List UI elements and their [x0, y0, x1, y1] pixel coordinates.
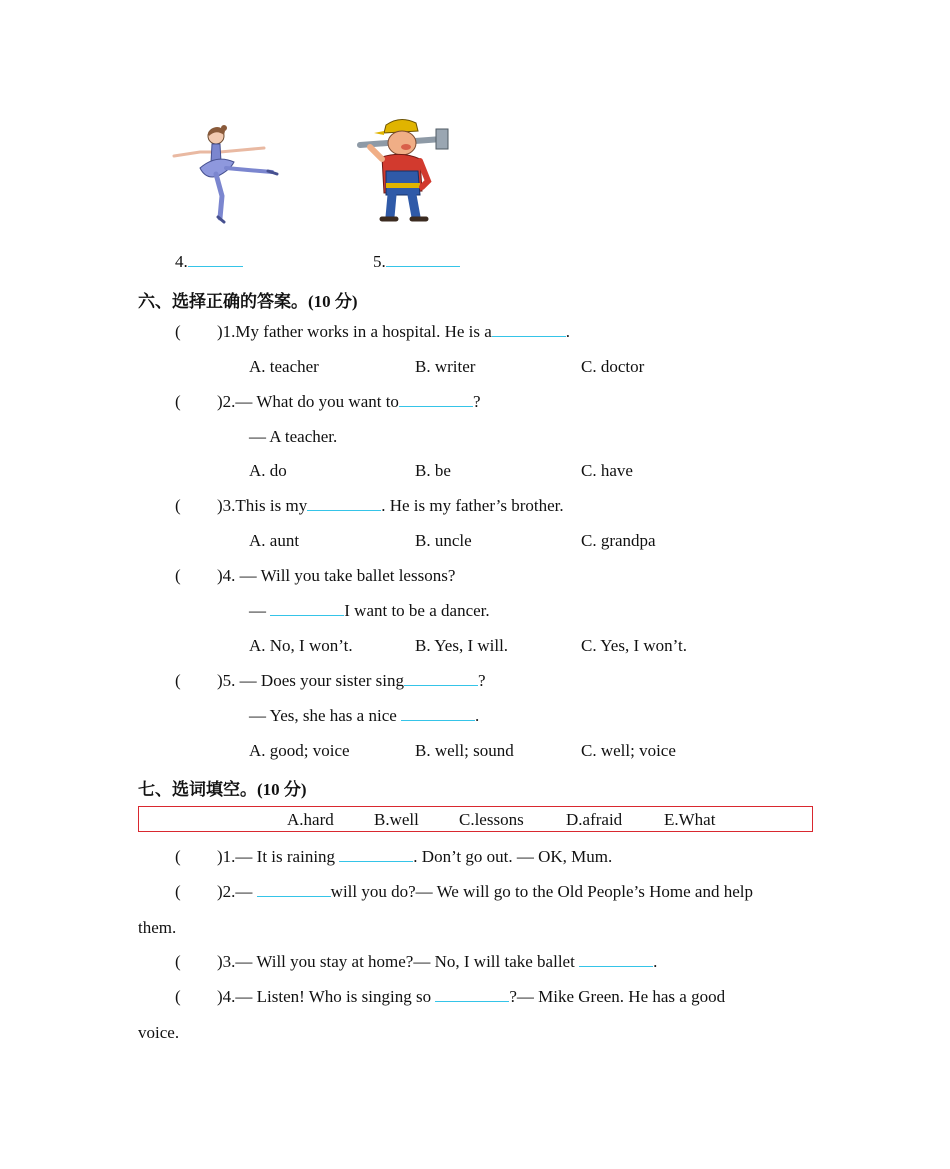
question-row [0, 952, 950, 974]
option-b[interactable]: B. uncle [415, 531, 472, 550]
option-b[interactable]: B. be [415, 461, 451, 480]
word-option: B.well [374, 810, 419, 829]
option-a[interactable]: A. do [249, 461, 287, 480]
question-row [0, 987, 950, 1009]
options-row [0, 357, 950, 379]
word-option: D.afraid [566, 810, 623, 829]
option-a[interactable]: A. aunt [249, 531, 300, 550]
reply-text: — A teacher. [249, 427, 338, 446]
reply-text: — Yes, she has a nice . [249, 706, 480, 725]
question-row [0, 392, 950, 414]
option-a[interactable]: A. teacher [249, 357, 319, 376]
answer-paren[interactable]: ( [175, 847, 181, 866]
answer-blank[interactable] [307, 496, 381, 511]
answer-blank[interactable] [339, 847, 413, 862]
answer-blank[interactable] [399, 392, 473, 407]
question-text: )3.— Will you stay at home?— No, I will take ballet . [217, 952, 658, 971]
reply-text: — I want to be a dancer. [249, 601, 490, 620]
question-text: )2.— What do you want to ? [217, 392, 481, 411]
answer-blank[interactable] [386, 252, 460, 267]
picture-number: 4. [175, 252, 188, 271]
option-b[interactable]: B. Yes, I will. [415, 636, 509, 655]
question-row [0, 496, 950, 518]
question-text: )1.— It is raining . Don’t go out. — OK, Mum. [217, 847, 613, 866]
question-row [0, 847, 950, 869]
question-text: )1.My father works in a hospital. He is a . [217, 322, 571, 341]
answer-blank[interactable] [257, 882, 331, 897]
question-row [0, 671, 950, 693]
question-text: )4. — Will you take ballet lessons? [217, 566, 456, 585]
answer-paren[interactable]: ( [175, 671, 181, 690]
options-row [0, 461, 950, 483]
answer-paren[interactable]: ( [175, 987, 181, 1006]
question-continuation: them. [138, 918, 177, 937]
question-row [0, 322, 950, 344]
answer-blank[interactable] [435, 987, 509, 1002]
answer-blank[interactable] [579, 952, 653, 967]
question-row [0, 566, 950, 588]
section6-heading: 六、选择正确的答案。(10 分) [138, 292, 358, 311]
option-a[interactable]: A. good; voice [249, 741, 350, 760]
ballet-dancer-icon [172, 122, 280, 226]
option-c[interactable]: C. have [581, 461, 633, 480]
word-option: C.lessons [459, 810, 524, 829]
picture-4-label [175, 252, 243, 272]
option-c[interactable]: C. well; voice [581, 741, 676, 760]
question-text: )3.This is my . He is my father’s brother. [217, 496, 564, 515]
plumber-worker-icon [356, 115, 452, 225]
answer-blank[interactable] [492, 322, 566, 337]
word-bank-box [138, 806, 813, 832]
question-row [0, 882, 950, 904]
question-continuation: voice. [138, 1023, 180, 1042]
answer-blank[interactable] [270, 601, 344, 616]
word-option: A.hard [287, 810, 334, 829]
option-c[interactable]: C. grandpa [581, 531, 656, 550]
answer-blank[interactable] [188, 252, 243, 267]
answer-blank[interactable] [401, 706, 475, 721]
option-c[interactable]: C. doctor [581, 357, 645, 376]
options-row [0, 741, 950, 763]
options-row [0, 531, 950, 553]
answer-paren[interactable]: ( [175, 882, 181, 901]
option-c[interactable]: C. Yes, I won’t. [581, 636, 687, 655]
answer-paren[interactable]: ( [175, 322, 181, 341]
answer-paren[interactable]: ( [175, 952, 181, 971]
question-text: )4.— Listen! Who is singing so ?— Mike Green. He has a good [217, 987, 726, 1006]
options-row [0, 636, 950, 658]
section7-heading: 七、选词填空。(10 分) [138, 780, 307, 799]
answer-paren[interactable]: ( [175, 566, 181, 585]
word-option: E.What [664, 810, 716, 829]
answer-paren[interactable]: ( [175, 392, 181, 411]
answer-paren[interactable]: ( [175, 496, 181, 515]
picture-number: 5. [373, 252, 386, 271]
option-b[interactable]: B. writer [415, 357, 476, 376]
option-b[interactable]: B. well; sound [415, 741, 514, 760]
question-text: )2.— will you do?— We will go to the Old People’s Home and help [217, 882, 753, 901]
question-text: )5. — Does your sister sing ? [217, 671, 486, 690]
option-a[interactable]: A. No, I won’t. [249, 636, 353, 655]
answer-blank[interactable] [404, 671, 478, 686]
picture-5-label [373, 252, 460, 272]
